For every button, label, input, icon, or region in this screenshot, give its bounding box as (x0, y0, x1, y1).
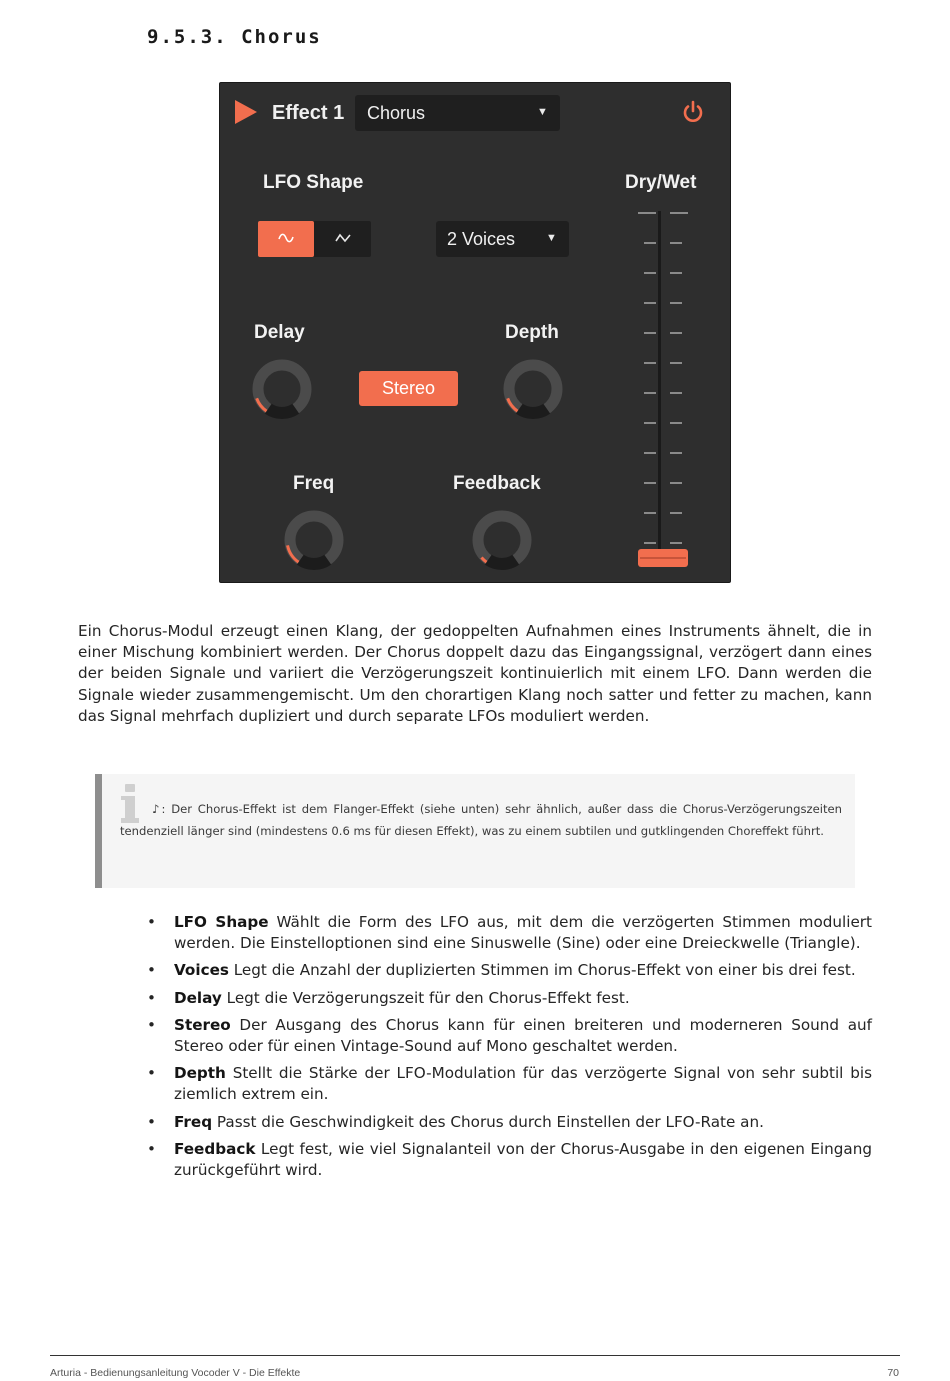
parameter-item (147, 1112, 872, 1133)
effect-type-dropdown[interactable] (355, 95, 560, 131)
parameter-description: Stellt die Stärke der LFO-Modulation für das verzögerte Signal von sehr subtil bis ziemlich extrem ein. (174, 1064, 872, 1104)
power-icon[interactable] (681, 100, 705, 124)
parameter-item (147, 1015, 872, 1057)
bullet-marker: • (147, 1112, 156, 1131)
effect-type-value: Chorus (367, 103, 426, 123)
info-note (95, 774, 855, 888)
play-icon[interactable] (235, 100, 257, 124)
feedback-label: Feedback (453, 473, 541, 494)
parameter-term: Delay (174, 988, 222, 1007)
lfo-shape-selector (258, 221, 371, 257)
sine-wave-icon (278, 231, 294, 245)
bullet-marker: • (147, 1064, 156, 1083)
parameter-description: Legt die Anzahl der duplizierten Stimmen im Chorus-Effekt von einer bis drei fest. (228, 961, 856, 980)
parameter-item (147, 912, 872, 954)
knob-graphic (469, 507, 535, 573)
bullet-marker: • (147, 988, 156, 1007)
triangle-wave-icon (335, 231, 351, 245)
parameter-term: Voices (174, 961, 229, 980)
dry-wet-label: Dry/Wet (625, 172, 697, 193)
parameter-description: Legt fest, wie viel Signalanteil von der Chorus-Ausgabe in den eigenen Eingang zurückgeführt wird. (174, 1139, 872, 1180)
knob-center (486, 524, 518, 556)
depth-label: Depth (505, 322, 559, 343)
lfo-shape-label: LFO Shape (263, 172, 364, 193)
page-number: 70 (887, 1367, 899, 1379)
chorus-description: Ein Chorus-Modul erzeugt einen Klang, der gedoppelten Aufnahmen eines Instruments ähnelt, die in einer Mischung kombiniert werden. Der Chorus doppelt dazu das Eingangssignal, verzögert dann eines der beiden Signale und variiert die Verzögerungszeit kontinuierlich mit einem LFO. Dann werden die Signale wieder zusammengemischt. Um den chorartigen Klang noch satter und fetter zu machen, kann das Signal mehrfach dupliziert und durch separate LFOs moduliert werden. (78, 622, 872, 725)
effect-slot-label: Effect 1 (272, 102, 345, 124)
bullet-marker: • (147, 961, 156, 980)
knob-gap (268, 409, 296, 413)
parameter-list (147, 912, 872, 1187)
parameter-item (147, 1063, 872, 1105)
bullet-marker: • (147, 1015, 156, 1034)
knob-center (298, 524, 330, 556)
depth-knob[interactable] (500, 356, 566, 422)
chevron-down-icon: ▼ (546, 232, 557, 244)
parameter-term: LFO Shape (174, 913, 269, 931)
parameter-description: Passt die Geschwindigkeit des Chorus durch Einstellen der LFO-Rate an. (212, 1112, 764, 1131)
section-title: Chorus (241, 26, 322, 48)
parameter-item (147, 988, 872, 1009)
parameter-term: Freq (174, 1112, 213, 1131)
knob-graphic (249, 356, 315, 422)
knob-graphic (500, 356, 566, 422)
parameter-term: Stereo (174, 1015, 231, 1034)
parameter-term: Feedback (174, 1139, 256, 1158)
parameter-description: Wählt die Form des LFO aus, mit dem die verzögerten Stimmen moduliert werden. Die Einstelloptionen sind eine Sinuswelle (Sine) oder eine Dreieckwelle (Triangle). (174, 913, 873, 953)
footer-divider (50, 1355, 900, 1356)
knob-gap (300, 560, 328, 564)
freq-label: Freq (293, 473, 335, 494)
bullet-marker: • (147, 1139, 156, 1158)
parameter-term: Depth (174, 1064, 226, 1083)
note-text: ♪: Der Chorus-Effekt ist dem Flanger-Effekt (siehe unten) sehr ähnlich, außer dass die Chorus-Verzögerungszeiten tendenziell länger sind (mindestens 0.6 ms für diesen Effekt), was zu einem subtilen und gutklingenden Choreffekt führt. (120, 802, 842, 838)
chevron-down-icon: ▼ (537, 106, 548, 118)
bullet-marker: • (147, 913, 156, 931)
knob-center (517, 373, 549, 405)
knob-graphic (281, 507, 347, 573)
dry-wet-scale (638, 209, 688, 549)
stereo-button[interactable]: Stereo (359, 371, 458, 406)
lfo-shape-triangle-button[interactable] (315, 221, 371, 257)
parameter-item (147, 960, 872, 981)
freq-knob[interactable] (281, 507, 347, 573)
section-number: 9.5.3. (147, 26, 228, 48)
voices-value: 2 Voices (447, 229, 516, 249)
delay-label: Delay (254, 322, 305, 343)
footer-title: Arturia - Bedienungsanleitung Vocoder V - Die Effekte (50, 1367, 301, 1379)
voices-dropdown[interactable] (436, 221, 569, 257)
chorus-effect-panel (219, 82, 731, 583)
dry-wet-slider-handle[interactable] (638, 549, 688, 567)
knob-center (266, 373, 298, 405)
delay-knob[interactable] (249, 356, 315, 422)
knob-gap (488, 560, 516, 564)
lfo-shape-sine-button[interactable] (258, 221, 314, 257)
knob-gap (519, 409, 547, 413)
parameter-description: Legt die Verzögerungszeit für den Chorus-Effekt fest. (221, 988, 630, 1007)
parameter-description: Der Ausgang des Chorus kann für einen breiteren und moderneren Sound auf Stereo oder für einen Vintage-Sound auf Mono geschaltet werden. (174, 1015, 872, 1056)
feedback-knob[interactable] (469, 507, 535, 573)
parameter-item (147, 1139, 872, 1181)
section-heading (147, 26, 322, 48)
